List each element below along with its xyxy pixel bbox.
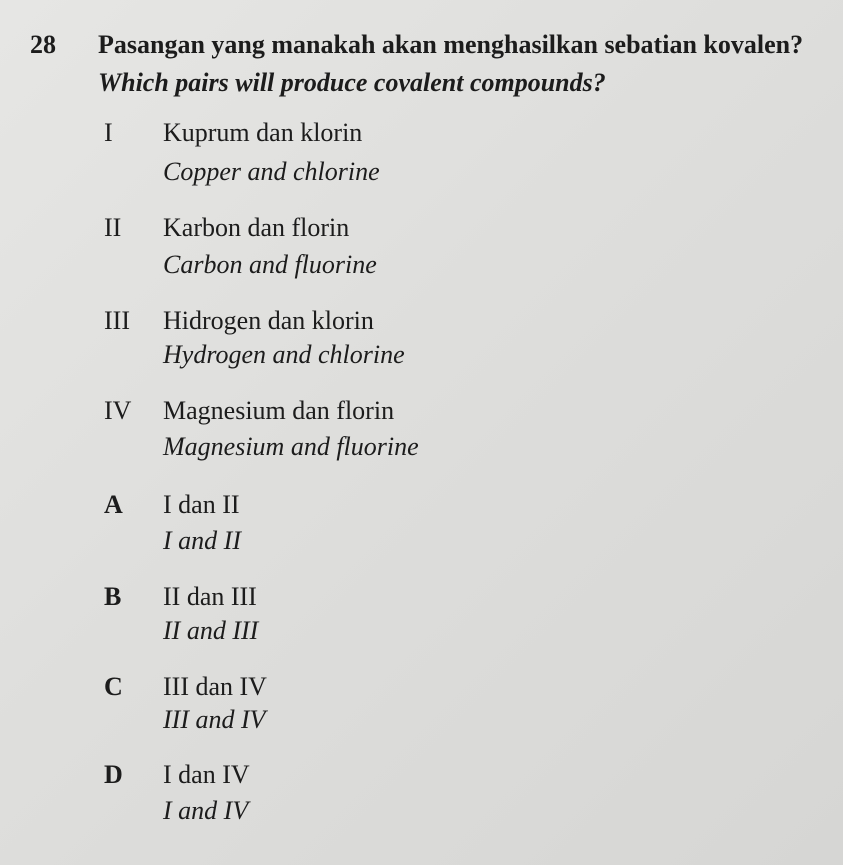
statement-malay: Hidrogen dan klorin: [163, 306, 374, 335]
option-english[interactable]: I and II: [163, 526, 241, 555]
question-number: 28: [30, 30, 56, 59]
option-malay[interactable]: II dan III: [163, 582, 257, 611]
question-text-malay: Pasangan yang manakah akan menghasilkan sebatian kovalen?: [98, 30, 804, 59]
option-malay[interactable]: I dan IV: [163, 760, 250, 789]
statement-numeral: IV: [104, 396, 132, 425]
option-malay[interactable]: I dan II: [163, 490, 240, 519]
option-letter[interactable]: D: [104, 760, 123, 789]
statement-english: Copper and chlorine: [163, 157, 380, 186]
option-english[interactable]: I and IV: [163, 796, 249, 825]
question-text-english: Which pairs will produce covalent compounds?: [98, 68, 606, 97]
option-letter[interactable]: C: [104, 672, 123, 701]
option-english[interactable]: II and III: [163, 616, 259, 645]
option-malay[interactable]: III dan IV: [163, 672, 267, 701]
statement-numeral: III: [104, 306, 130, 335]
statement-malay: Karbon dan florin: [163, 213, 350, 242]
statement-numeral: I: [104, 118, 113, 147]
statement-english: Magnesium and fluorine: [163, 432, 419, 461]
statement-numeral: II: [104, 213, 122, 242]
statement-malay: Kuprum dan klorin: [163, 118, 363, 147]
option-letter[interactable]: B: [104, 582, 122, 611]
statement-malay: Magnesium dan florin: [163, 396, 395, 425]
option-english[interactable]: III and IV: [163, 705, 266, 734]
statement-english: Carbon and fluorine: [163, 250, 377, 279]
option-letter[interactable]: A: [104, 490, 123, 519]
statement-english: Hydrogen and chlorine: [163, 340, 405, 369]
